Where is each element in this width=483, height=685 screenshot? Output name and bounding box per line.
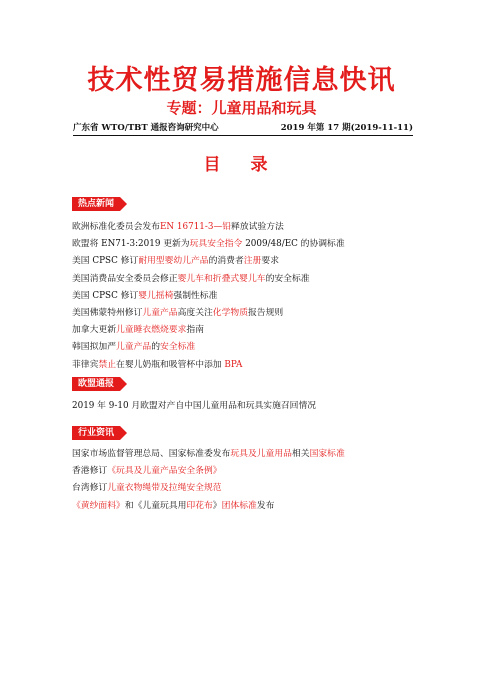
toc-item[interactable] — [72, 236, 432, 253]
toc-item-text: 报告规则 — [248, 307, 284, 318]
page-title: 技术性贸易措施信息快讯 — [87, 65, 396, 96]
toc-item-text: 美国消费品安全委员会修正 — [72, 273, 178, 284]
toc-item-text: 要求 — [261, 256, 279, 267]
toc-item[interactable] — [72, 357, 432, 374]
toc-item-text: 加拿大更新 — [72, 325, 116, 336]
section-list-hot-news — [72, 219, 432, 374]
toc-item-text: 2019 年 9-10 月欧盟对产自中国儿童用品和玩具实施召回情况 — [72, 401, 317, 411]
toc-item-text: 》 — [212, 500, 222, 511]
toc-item-text: 的 — [151, 342, 161, 353]
toc-item-text: 2009/48/EC 的协调标准 — [242, 239, 345, 250]
toc-item-text: 在婴儿奶瓶和吸管杯中添加 — [116, 359, 225, 370]
toc-item[interactable] — [72, 398, 432, 415]
toc-item-highlight: 国家标准 — [309, 449, 345, 459]
toc-item[interactable] — [72, 271, 432, 288]
toc-item-text: 和《儿童玩具用 — [124, 500, 187, 511]
toc-item[interactable] — [72, 339, 432, 356]
toc-item-text: 菲律宾 — [72, 359, 99, 370]
toc-item-highlight: BPA — [224, 359, 243, 370]
page-subtitle: 专题：儿童用品和玩具 — [166, 99, 317, 117]
toc-item-highlight: 《黄纱面料》 — [72, 500, 125, 511]
toc-item-highlight: 儿童产品 — [116, 342, 152, 353]
toc-item-highlight: 儿童衣物绳带及拉绳安全规范 — [107, 483, 222, 494]
toc-item-highlight: 注册 — [243, 256, 262, 267]
toc-item-text: 欧洲标准化委员会发布 — [72, 222, 160, 232]
toc-item-highlight: 印花布 — [186, 500, 213, 511]
section-badge-eu-notifications: 欧盟通报 — [72, 377, 120, 391]
toc-item-text: 台湾修订 — [72, 483, 108, 494]
toc-item-text: 国家市场监督管理总局、国家标准委发布 — [72, 449, 231, 459]
toc-item[interactable] — [72, 498, 432, 515]
section-list-industry-news — [72, 446, 432, 515]
toc-item-text: 发布 — [256, 500, 275, 511]
toc-item-highlight: 化学物质 — [212, 307, 248, 318]
section-badge-hot-news: 热点新闻 — [72, 197, 120, 211]
toc-item-highlight: 婴儿摇椅 — [138, 290, 174, 301]
section-badge-industry-news: 行业资讯 — [72, 426, 120, 440]
toc-item-text: 香港修订 — [72, 466, 108, 477]
toc-item[interactable] — [72, 446, 432, 463]
toc-item[interactable] — [72, 305, 432, 322]
toc-item-highlight: 儿童产品 — [142, 307, 178, 318]
toc-item[interactable] — [72, 322, 432, 339]
toc-item-highlight: 禁止 — [98, 359, 117, 370]
toc-item-highlight: 安全标准 — [160, 342, 196, 353]
toc-item-highlight: 《玩具及儿童产品安全条例》 — [107, 466, 222, 477]
issue-number: 2019 年第 17 期(2019-11-11) — [280, 123, 413, 133]
toc-item-text: 欧盟将 EN71-3:2019 更新为 — [72, 239, 190, 250]
toc-item-highlight: 玩具及儿童用品 — [230, 449, 292, 459]
toc-item[interactable] — [72, 463, 432, 480]
toc-item-text: 的安全标准 — [265, 273, 310, 284]
section-list-eu-notifications — [72, 398, 432, 415]
toc-item-text: 强制性标准 — [173, 290, 218, 301]
toc-item[interactable] — [72, 219, 432, 236]
toc-item-text: 韩国拟加严 — [72, 342, 116, 353]
toc-item-highlight: 婴儿车和折叠式婴儿车 — [177, 273, 266, 284]
toc-item[interactable] — [72, 288, 432, 305]
toc-item-text: 的消费者 — [208, 256, 244, 267]
toc-item-highlight: 玩具安全指令 — [189, 239, 243, 250]
toc-item-highlight: 团体标准 — [221, 500, 257, 511]
toc-item[interactable] — [72, 253, 432, 270]
toc-item-text: 美国 CPSC 修订 — [72, 256, 139, 267]
toc-item-text: 相关 — [291, 449, 310, 459]
header-divider — [73, 135, 413, 136]
toc-item-highlight: EN 16711-3—铅 — [159, 222, 232, 232]
toc-item-text: 高度关注 — [177, 307, 213, 318]
toc-item[interactable] — [72, 480, 432, 497]
toc-item-text: 美国 CPSC 修订 — [72, 290, 139, 301]
toc-item-text: 释放试验方法 — [231, 222, 284, 232]
toc-item-text: 美国佛蒙特州修订 — [72, 307, 143, 318]
toc-heading: 目 录 — [203, 155, 280, 175]
toc-item-highlight: 耐用型婴幼儿产品 — [138, 256, 209, 267]
toc-item-highlight: 儿童睡衣燃烧要求 — [116, 325, 187, 336]
publisher: 广东省 WTO/TBT 通报咨询研究中心 — [73, 123, 219, 133]
toc-item-text: 指南 — [186, 325, 204, 336]
